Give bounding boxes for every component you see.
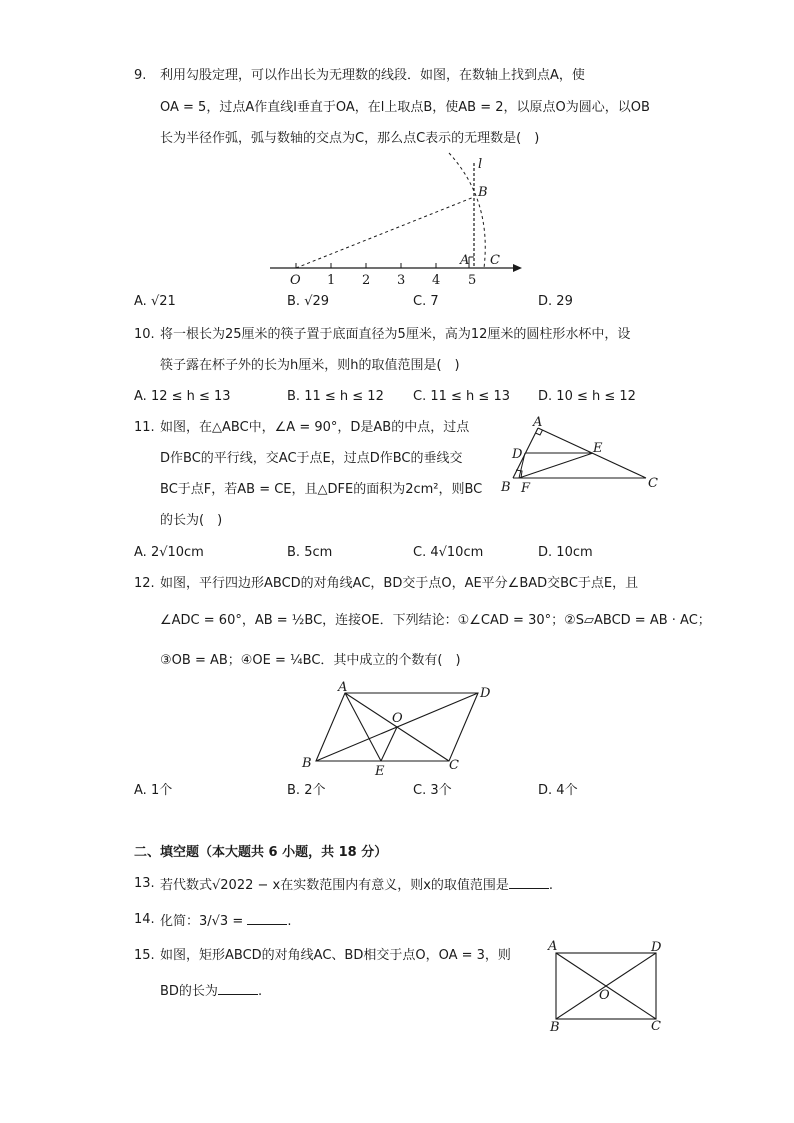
option-letter: A. [134,783,147,798]
q15-fig-label-A: A [548,939,558,954]
q14-text [160,910,292,932]
option-letter: A. [134,389,147,404]
option-letter: D. [538,294,553,309]
q9-option-b[interactable] [287,292,329,312]
option-letter: D. [538,783,553,798]
q9-fig-tick-3: 3 [397,273,406,288]
option-letter: A. [134,545,147,560]
q12-parallelogram-figure [296,678,496,780]
q15-fig-label-C: C [651,1019,661,1034]
q12-line2: ∠ADC = 60°，AB = ½BC，连接OE．下列结论：①∠CAD = 30°；②S▱ABCD = AB · AC； [160,613,711,628]
option-text: 2个 [304,783,326,798]
q9-line3: 长为半径作弧，弧与数轴的交点为C，那么点C表示的无理数是( ) [160,131,540,146]
q11-line1: 如图，在△ABC中，∠A = 90°，D是AB的中点，过点 [160,420,470,435]
option-letter: C. [413,545,427,560]
option-text: 11 ≤ h ≤ 13 [430,389,510,404]
option-text: 5cm [304,545,333,560]
q11-fig-label-E: E [593,441,603,456]
q11-fig-label-B: B [501,480,511,495]
option-letter: B. [287,783,301,798]
option-text: 12 ≤ h ≤ 13 [150,389,231,404]
q12-option-b[interactable] [287,781,325,801]
q14-answer-blank[interactable] [247,910,287,925]
q9-fig-label-B: B [478,185,488,200]
q12-line1: 如图，平行四边形ABCD的对角线AC，BD交于点O，AE平分∠BAD交BC于点E，且 [160,576,639,591]
option-text: 10cm [556,545,593,560]
q11-line2: D作BC的平行线，交AC于点E，过点D作BC的垂线交 [160,451,463,466]
option-text: 2√10cm [150,545,204,560]
option-text: 4个 [556,783,578,798]
q9-option-c[interactable] [413,292,439,312]
option-text: 1个 [150,783,173,798]
q15-fig-label-D: D [651,940,662,955]
option-text: 10 ≤ h ≤ 12 [556,389,636,404]
option-letter: C. [413,294,427,309]
q9-fig-label-O: O [290,273,301,288]
q12-number: 12. [134,576,155,591]
q14-number: 14. [134,912,155,927]
option-letter: A. [134,294,147,309]
q12-fig-label-C: C [449,758,459,773]
q9-option-d[interactable] [538,292,573,312]
q11-fig-label-F: F [521,481,531,496]
q9-fig-tick-5: 5 [468,273,477,288]
q12-fig-label-O: O [392,711,403,726]
q12-fig-label-A: A [338,680,348,695]
option-text: 11 ≤ h ≤ 12 [304,389,384,404]
option-letter: C. [413,783,427,798]
option-text: √21 [150,294,176,309]
q11-option-a[interactable] [134,543,204,563]
q11-line3: BC于点F，若AB = CE，且△DFE的面积为2cm²，则BC [160,482,483,497]
q10-option-b[interactable] [287,387,384,407]
q11-fig-label-A: A [533,415,543,430]
q15-line2 [160,980,262,1002]
q9-number-line-figure [260,150,530,290]
q11-option-b[interactable] [287,543,332,563]
q11-option-d[interactable] [538,543,593,563]
q12-fig-label-B: B [302,756,312,771]
q12-fig-label-D: D [480,686,491,701]
option-text: 4√10cm [430,545,484,560]
option-text: √29 [304,294,330,309]
q11-option-c[interactable] [413,543,483,563]
q10-option-c[interactable] [413,387,510,407]
q9-number: 9. [134,68,147,83]
q10-option-d[interactable] [538,387,636,407]
q12-option-a[interactable] [134,781,172,801]
q13-answer-blank[interactable] [509,874,549,889]
q9-fig-label-C: C [490,253,500,268]
q15-fig-label-O: O [599,988,610,1003]
q15-line1: 如图，矩形ABCD的对角线AC、BD相交于点O，OA = 3，则 [160,948,511,963]
q9-fig-tick-4: 4 [432,273,441,288]
q15-fig-label-B: B [550,1020,560,1035]
option-letter: B. [287,294,301,309]
option-letter: B. [287,389,301,404]
section-title-fill-in: 二、填空题（本大题共 6 小题，共 18 分） [134,845,388,860]
q15-line2-before: BD的长为 [160,984,218,999]
q10-number: 10. [134,327,155,342]
q13-text-after: . [548,878,554,893]
q9-fig-tick-1: 1 [327,273,336,288]
q11-line4: 的长为( ) [160,513,223,528]
q10-line1: 将一根长为25厘米的筷子置于底面直径为5厘米，高为12厘米的圆柱形水杯中，设 [160,327,631,342]
q15-line2-after: . [257,984,263,999]
q11-fig-label-D: D [512,447,523,462]
q15-rectangle-figure [540,935,670,1035]
q12-fig-label-E: E [375,764,385,779]
q9-line2: OA = 5，过点A作直线l垂直于OA，在l上取点B，使AB = 2，以原点O为圆心，以OB [160,100,650,115]
q10-line2: 筷子露在杯子外的长为h厘米，则h的取值范围是( ) [160,358,460,373]
option-text: 29 [556,294,573,309]
q9-option-a[interactable] [134,292,176,312]
q13-text-before: 若代数式√2022 − x在实数范围内有意义，则x的取值范围是 [160,878,509,893]
option-text: 3个 [430,783,452,798]
option-letter: D. [538,389,553,404]
option-letter: D. [538,545,553,560]
q15-answer-blank[interactable] [218,980,258,995]
q14-text-before: 化简：3/√3 = [160,914,244,929]
option-letter: C. [413,389,427,404]
q12-option-d[interactable] [538,781,578,801]
option-text: 7 [430,294,439,309]
q12-line3: ③OB = AB；④OE = ¼BC．其中成立的个数有( ) [160,653,461,668]
q9-line1: 利用勾股定理，可以作出长为无理数的线段．如图，在数轴上找到点A，使 [160,68,585,83]
q13-number: 13. [134,876,155,891]
q15-number: 15. [134,948,155,963]
option-letter: B. [287,545,301,560]
q9-fig-label-l: l [478,157,483,172]
q11-number: 11. [134,420,155,435]
q10-option-a[interactable] [134,387,231,407]
q11-fig-label-C: C [648,476,658,491]
q13-text [160,874,553,896]
q11-triangle-figure [495,410,665,500]
q12-option-c[interactable] [413,781,452,801]
q9-fig-tick-2: 2 [362,273,371,288]
q9-fig-label-A: A [460,253,470,268]
q14-text-after: . [287,914,292,929]
